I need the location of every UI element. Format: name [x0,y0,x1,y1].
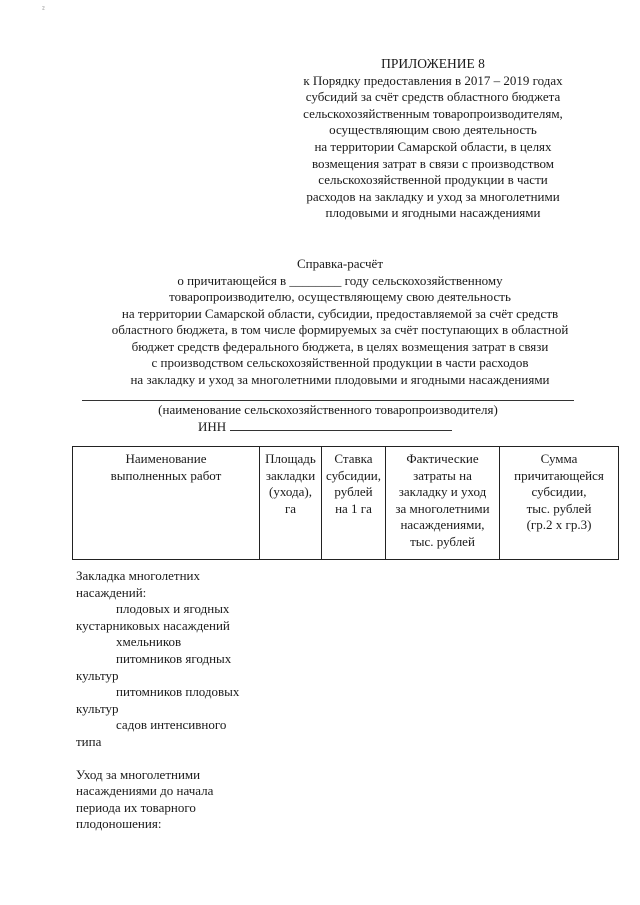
appendix-line: плодовыми и ягодными насаждениями [325,205,541,221]
row-item-berry-nurseries: питомников ягодных [116,650,232,666]
inn-blank-line [230,418,452,431]
row-care-title: периода их товарного [76,799,196,815]
row-item-fruit-nurseries: культур [76,700,119,716]
producer-name-line [82,400,574,401]
header-area: Площадь закладки (ухода), га [260,447,322,560]
row-item-berry-shrubs: кустарниковых насаждений [76,617,230,633]
appendix-line: субсидий за счёт средств областного бюджета [305,89,561,105]
row-item-berry-shrubs: плодовых и ягодных [116,601,230,617]
appendix-line: к Порядку предоставления в 2017 – 2019 годах [303,72,563,88]
reference-line: о причитающейся в ________ году сельскохозяйственному [177,272,503,288]
appendix-block [268,56,598,222]
header-subsidy-sum: Сумма причитающейся субсидии, тыс. рублей (гр.2 х гр.3) [500,447,619,560]
reference-line: на закладку и уход за многолетними плодовыми и ягодными насаждениями [130,371,550,387]
scan-mark: ² [42,4,45,14]
reference-line: бюджет средств федерального бюджета, в целях возмещения затрат в связи [131,338,549,354]
appendix-line: на территории Самарской области, в целях [314,138,552,154]
header-work-name: Наименование выполненных работ [73,447,260,560]
reference-block [60,256,620,388]
appendix-line: расходов на закладку и уход за многолетними [306,188,560,204]
row-item-intensive-orchards: типа [76,733,102,749]
row-care-title: насаждениями до начала [76,783,214,799]
row-item-hop-yards: хмельников [116,634,182,650]
reference-line: товаропроизводителю, осуществляющему свою деятельность [169,289,511,304]
row-planting-title: Закладка многолетних [76,568,200,583]
row-item-intensive-orchards: садов интенсивного [116,717,227,733]
row-care-title: плодоношения: [76,816,162,832]
appendix-line: возмещения затрат в связи с производством [312,155,554,171]
table-header-row [73,447,619,560]
reference-line: с производством сельскохозяйственной продукции в части расходов [151,355,529,370]
row-item-fruit-nurseries: питомников плодовых [116,684,240,700]
reference-title: Справка-расчёт [296,256,384,271]
producer-name-caption: (наименование сельскохозяйственного товаропроизводителя) [158,402,498,417]
header-actual-costs: Фактические затраты на закладку и уход за многолетними насаждениями, тыс. рублей [386,447,500,560]
appendix-line: сельскохозяйственным товаропроизводителям, [303,105,563,121]
appendix-line: сельскохозяйственной продукции в части [318,172,548,188]
appendix-line: осуществляющим свою деятельность [329,122,537,138]
row-care-title: Уход за многолетними [76,766,201,782]
row-item-berry-nurseries: культур [76,667,119,683]
header-rate: Ставка субсидии, рублей на 1 га [322,447,386,560]
reference-line: областного бюджета, в том числе формируемых за счёт поступающих в областной [111,322,569,337]
work-rows [76,568,256,833]
reference-line: на территории Самарской области, субсидии, предоставляемой за счёт средств [121,305,559,321]
inn-label: ИНН [198,419,227,434]
inn-field [198,418,452,435]
row-planting-title: насаждений: [76,584,147,600]
appendix-title: ПРИЛОЖЕНИЕ 8 [381,56,485,71]
calculation-table [72,446,619,560]
